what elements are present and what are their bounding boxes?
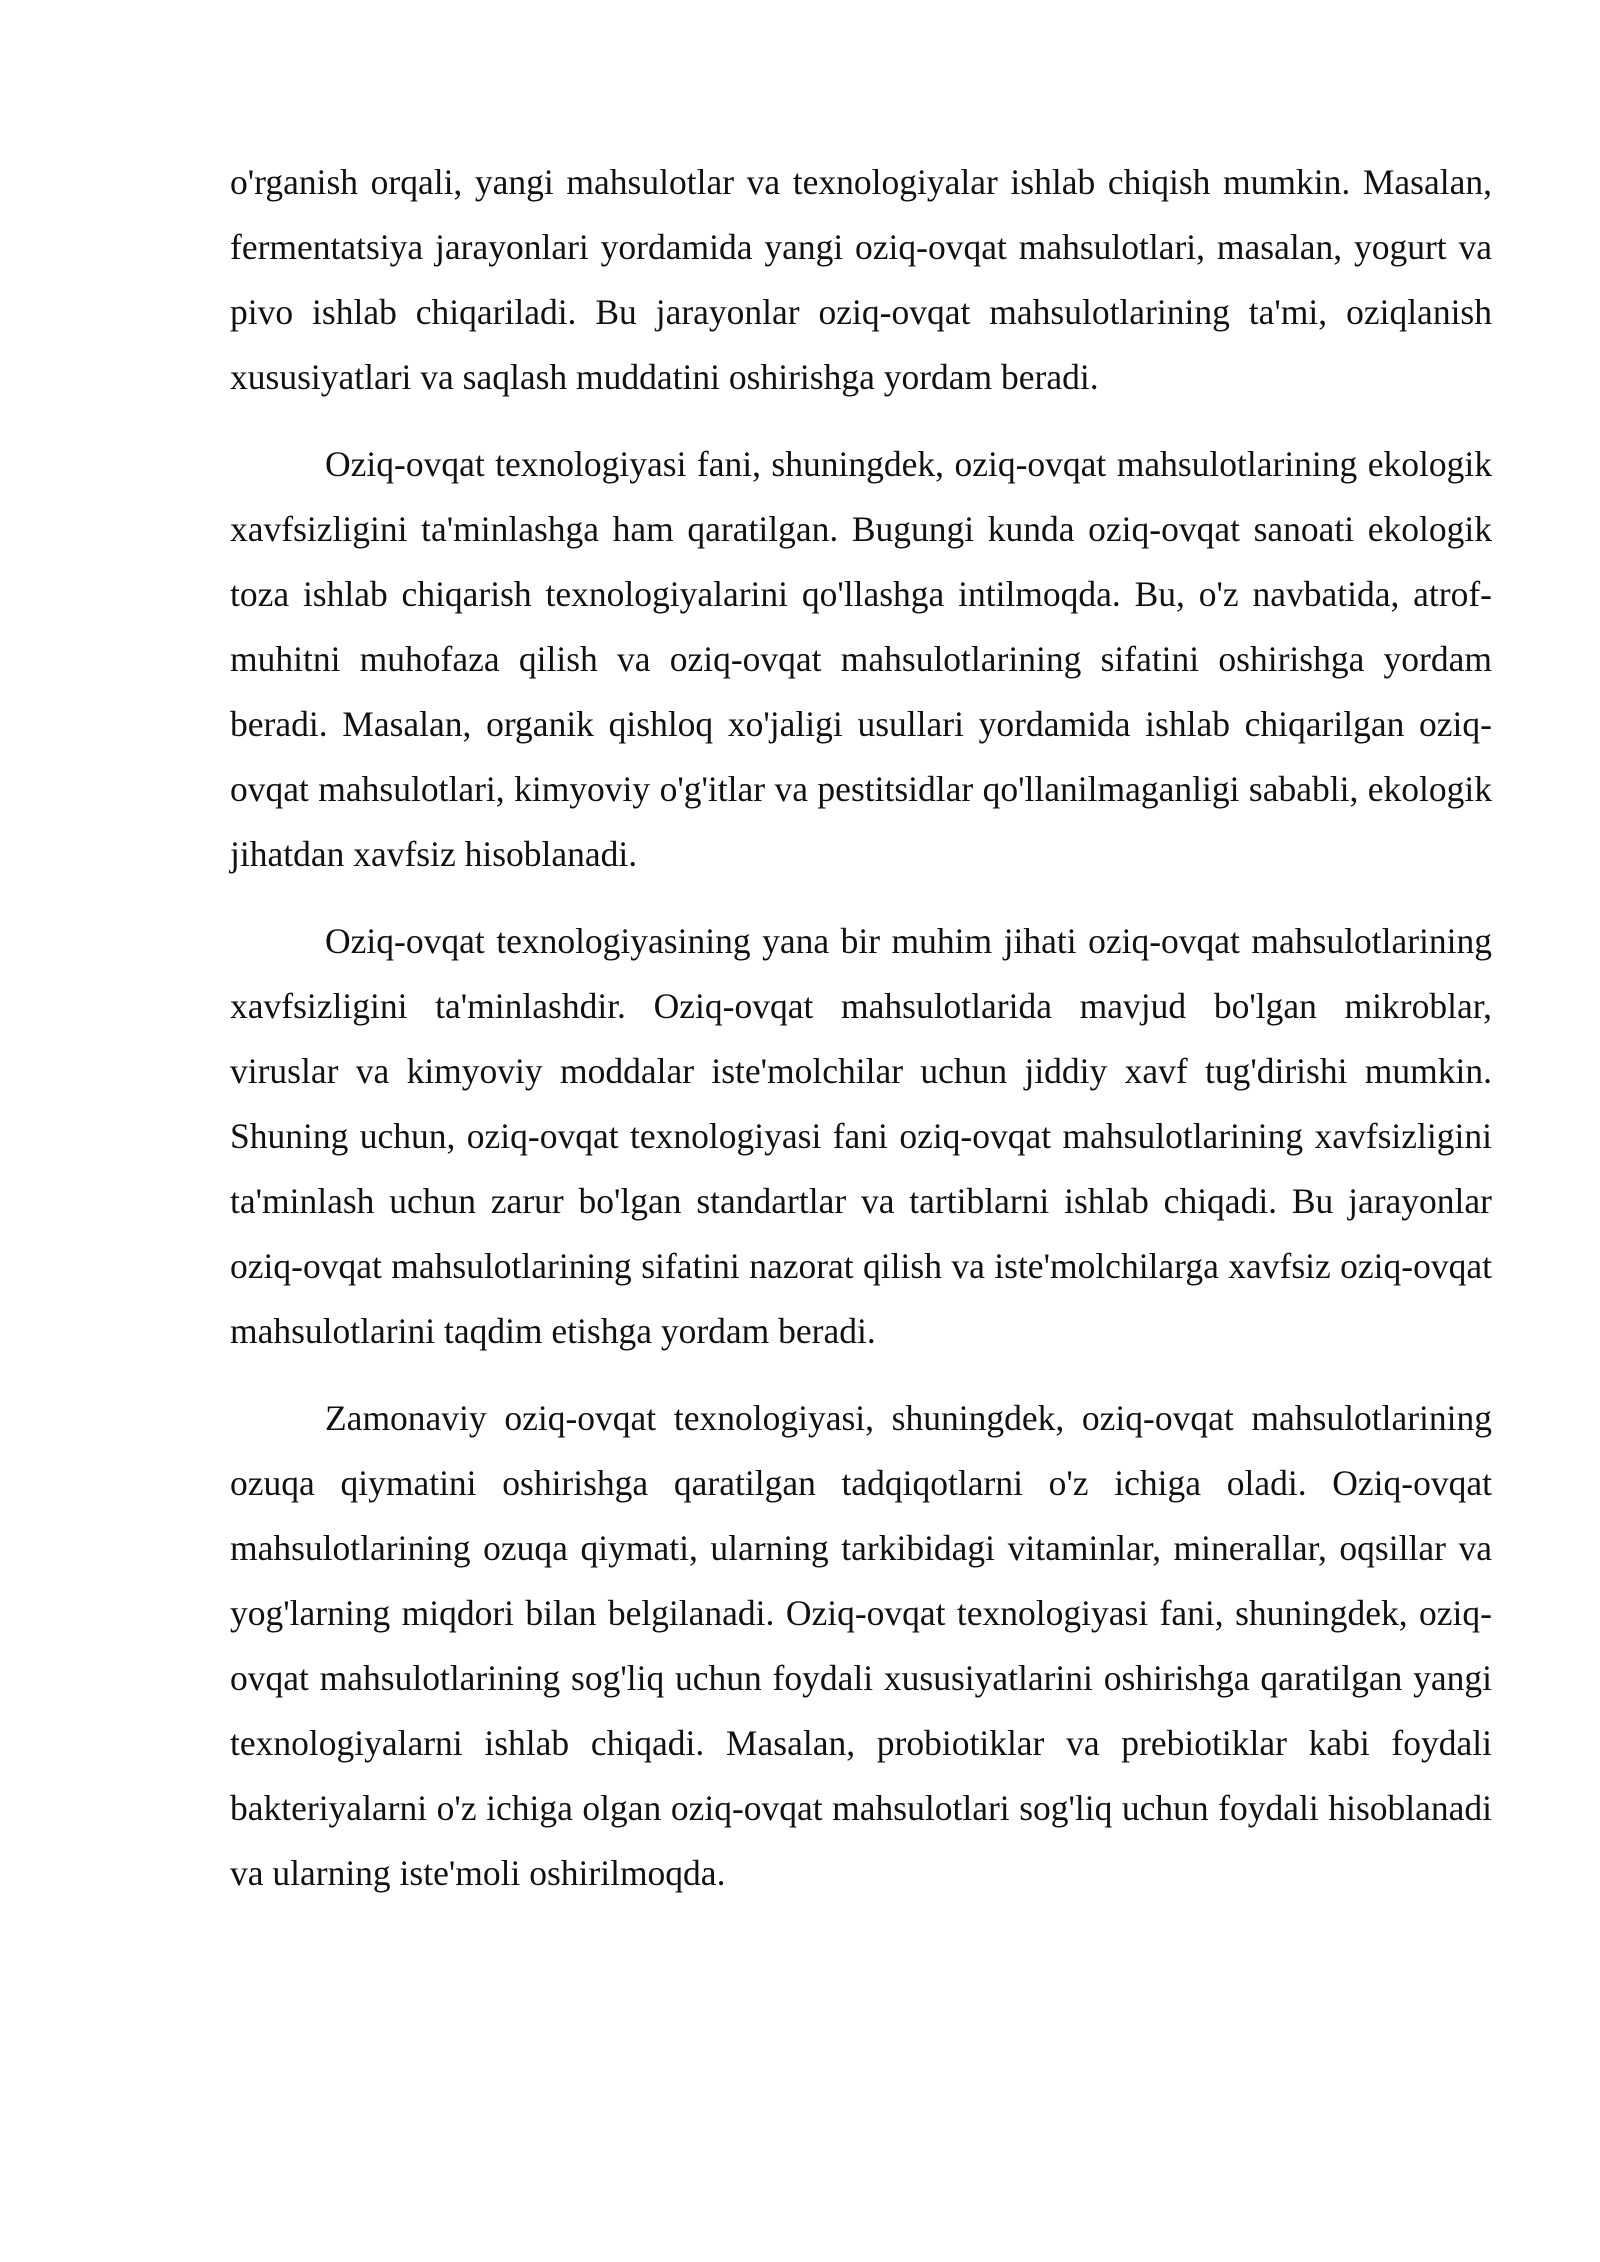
paragraph-ecological-safety: Oziq-ovqat texnologiyasi fani, shuningdek, oziq-ovqat mahsulotlarining ekologik xavfsizligini ta'minlashga ham qaratilgan. Bugungi kunda oziq-ovqat sanoati ekologik toza ishlab chiqarish texnologiyalarini qo'llashga intilmoqda. Bu, o'z navbatida, atrof-muhitni muhofaza qilish va oziq-ovqat mahsulotlarining sifatini oshirishga yordam beradi. Masalan, organik qishloq xo'jaligi usullari yordamida ishlab chiqarilgan oziq-ovqat mahsulotlari, kimyoviy o'g'itlar va pestitsidlar qo'llanilmaganligi sababli, ekologik jihatdan xavfsiz hisoblanadi. [230,444,1492,874]
document-page [230,150,1492,1906]
paragraph-nutritional-value: Zamonaviy oziq-ovqat texnologiyasi, shuningdek, oziq-ovqat mahsulotlarining ozuqa qiymatini oshirishga qaratilgan tadqiqotlarni o'z ichiga oladi. Oziq-ovqat mahsulotlarining ozuqa qiymati, ularning tarkibidagi vitaminlar, minerallar, oqsillar va yog'larning miqdori bilan belgilanadi. Oziq-ovqat texnologiyasi fani, shuningdek, oziq-ovqat mahsulotlarining sog'liq uchun foydali xususiyatlarini oshirishga qaratilgan yangi texnologiyalarni ishlab chiqadi. Masalan, probiotiklar va prebiotiklar kabi foydali bakteriyalarni o'z ichiga olgan oziq-ovqat mahsulotlari sog'liq uchun foydali hisoblanadi va ularning iste'moli oshirilmoqda. [230,1398,1492,1893]
paragraph-food-safety: Oziq-ovqat texnologiyasining yana bir muhim jihati oziq-ovqat mahsulotlarining xavfsizligini ta'minlashdir. Oziq-ovqat mahsulotlarida mavjud bo'lgan mikroblar, viruslar va kimyoviy moddalar iste'molchilar uchun jiddiy xavf tug'dirishi mumkin. Shuning uchun, oziq-ovqat texnologiyasi fani oziq-ovqat mahsulotlarining xavfsizligini ta'minlash uchun zarur bo'lgan standartlar va tartiblarni ishlab chiqadi. Bu jarayonlar oziq-ovqat mahsulotlarining sifatini nazorat qilish va iste'molchilarga xavfsiz oziq-ovqat mahsulotlarini taqdim etishga yordam beradi. [230,921,1492,1351]
paragraph-continuation: o'rganish orqali, yangi mahsulotlar va texnologiyalar ishlab chiqish mumkin. Masalan, fermentatsiya jarayonlari yordamida yangi oziq-ovqat mahsulotlari, masalan, yogurt va pivo ishlab chiqariladi. Bu jarayonlar oziq-ovqat mahsulotlarining ta'mi, oziqlanish xususiyatlari va saqlash muddatini oshirishga yordam beradi. [230,162,1492,397]
